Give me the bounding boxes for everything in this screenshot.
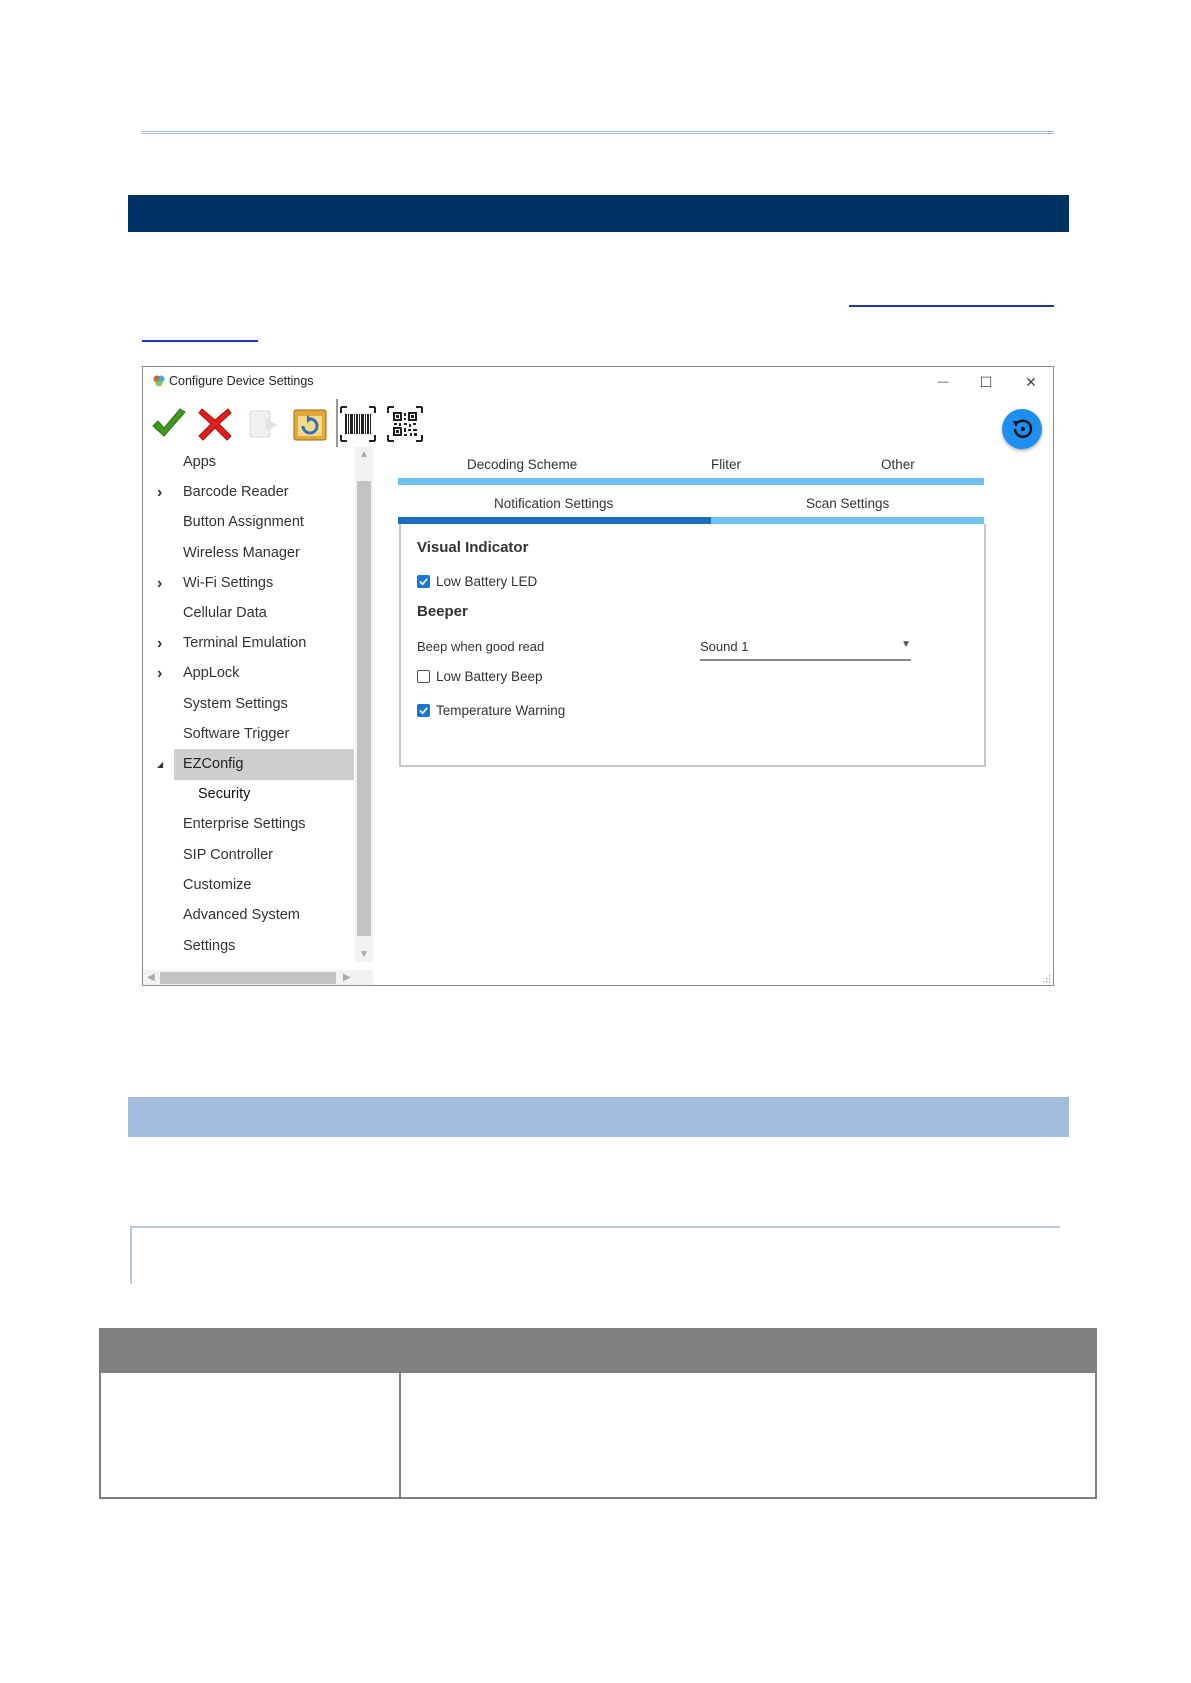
tab-decoding-scheme[interactable]: Decoding Scheme xyxy=(467,457,578,472)
sidebar-item-wi-fi-settings[interactable]: Wi-Fi Settings xyxy=(183,575,274,591)
reload-icon[interactable] xyxy=(291,405,329,443)
sidebar-item-ezconfig[interactable]: EZConfig xyxy=(174,749,354,780)
scroll-left-arrow-icon[interactable]: ◀ xyxy=(147,972,155,983)
app-icon xyxy=(152,374,166,388)
low-battery-led-checkbox[interactable] xyxy=(417,572,537,590)
tab-row-primary xyxy=(398,455,984,485)
history-icon xyxy=(1002,409,1042,449)
tab-row-indicator xyxy=(398,478,984,485)
barcode-icon[interactable] xyxy=(339,405,377,443)
restore-defaults-button[interactable] xyxy=(1002,409,1042,449)
beeper-heading: Beeper xyxy=(417,603,468,620)
low-battery-beep-checkbox[interactable] xyxy=(417,667,543,685)
tab-notification-settings[interactable]: Notification Settings xyxy=(494,496,614,511)
sidebar-item-sip-controller[interactable]: SIP Controller xyxy=(183,847,273,863)
delete-x-icon[interactable] xyxy=(196,405,234,443)
sidebar-item-terminal-emulation[interactable]: Terminal Emulation xyxy=(183,635,307,651)
chevron-right-icon[interactable]: › xyxy=(157,635,163,652)
chevron-right-icon[interactable]: › xyxy=(157,665,163,682)
sidebar-item-apps[interactable]: Apps xyxy=(183,454,217,470)
title-bar xyxy=(143,367,1053,397)
sidebar-item-enterprise-settings[interactable]: Enterprise Settings xyxy=(183,816,306,832)
sidebar-item-barcode-reader[interactable]: Barcode Reader xyxy=(183,484,289,500)
nav-vertical-scrollbar[interactable] xyxy=(355,447,373,962)
temperature-warning-checkbox[interactable] xyxy=(417,701,565,719)
checkbox-checked-icon[interactable] xyxy=(417,704,430,717)
window-title: Configure Device Settings xyxy=(169,374,314,388)
scroll-up-arrow-icon[interactable]: ▲ xyxy=(359,449,369,460)
hyperlink-underline-continued[interactable] xyxy=(142,340,258,342)
inactive-tab-indicator xyxy=(711,517,984,524)
sidebar-item-wireless-manager[interactable]: Wireless Manager xyxy=(183,545,300,561)
minimize-button[interactable] xyxy=(931,371,955,393)
sidebar-item-applock[interactable]: AppLock xyxy=(183,665,240,681)
qr-code-icon[interactable] xyxy=(386,405,424,443)
table-column-divider xyxy=(399,1373,401,1497)
active-tab-indicator xyxy=(398,517,711,524)
close-icon: ✕ xyxy=(1025,373,1037,390)
section-heading-band xyxy=(128,195,1069,232)
note-box xyxy=(130,1226,1060,1284)
header-rule xyxy=(142,131,1054,134)
sidebar-item-security[interactable]: Security xyxy=(198,786,251,802)
tab-other[interactable]: Other xyxy=(881,457,915,472)
beep-good-read-dropdown[interactable] xyxy=(700,637,911,661)
check-icon[interactable] xyxy=(150,405,188,443)
table-header-row xyxy=(101,1330,1095,1373)
temperature-warning-label: Temperature Warning xyxy=(436,702,566,718)
resize-grip-icon[interactable] xyxy=(1041,973,1051,983)
expanded-arrow-icon[interactable]: ◢ xyxy=(157,760,164,769)
sidebar-item-button-assignment[interactable]: Button Assignment xyxy=(183,514,304,530)
chevron-right-icon[interactable]: › xyxy=(157,575,163,592)
toolbar-separator xyxy=(336,399,338,447)
maximize-icon: ☐ xyxy=(979,373,993,390)
scroll-down-arrow-icon[interactable]: ▼ xyxy=(359,949,369,960)
subsection-heading-band xyxy=(128,1097,1069,1137)
checkbox-checked-icon[interactable] xyxy=(417,575,430,588)
visual-indicator-heading: Visual Indicator xyxy=(417,539,529,556)
nav-horizontal-scrollbar[interactable] xyxy=(143,970,373,986)
notification-settings-panel xyxy=(399,524,986,767)
low-battery-led-label: Low Battery LED xyxy=(436,573,538,589)
beep-good-read-value: Sound 1 xyxy=(700,639,749,654)
low-battery-beep-label: Low Battery Beep xyxy=(436,668,543,684)
checkbox-unchecked-icon[interactable] xyxy=(417,670,430,683)
hyperlink-underline[interactable] xyxy=(849,305,1054,307)
close-button[interactable] xyxy=(1019,371,1043,393)
scrollbar-thumb[interactable] xyxy=(357,481,371,936)
disabled-export-icon xyxy=(244,405,282,443)
sidebar-item-software-trigger[interactable]: Software Trigger xyxy=(183,726,290,742)
sidebar-item-cellular-data[interactable]: Cellular Data xyxy=(183,605,267,621)
beep-good-read-label: Beep when good read xyxy=(417,639,545,654)
chevron-down-icon: ▼ xyxy=(901,639,911,650)
document-table xyxy=(99,1328,1097,1499)
sidebar-item-advanced-system-settings[interactable]: Advanced System Settings xyxy=(183,907,300,954)
tab-row-secondary xyxy=(398,494,984,524)
configure-device-settings-window xyxy=(142,366,1054,986)
chevron-right-icon[interactable]: › xyxy=(157,484,163,501)
scrollbar-thumb[interactable] xyxy=(160,972,336,984)
tab-filter[interactable]: Fliter xyxy=(711,457,741,472)
sidebar-item-customize[interactable]: Customize xyxy=(183,877,252,893)
minimize-icon: — xyxy=(937,376,949,388)
tab-scan-settings[interactable]: Scan Settings xyxy=(806,496,890,511)
sidebar-item-system-settings[interactable]: System Settings xyxy=(183,696,288,712)
maximize-button[interactable] xyxy=(974,371,998,393)
scroll-right-arrow-icon[interactable]: ▶ xyxy=(343,972,351,983)
